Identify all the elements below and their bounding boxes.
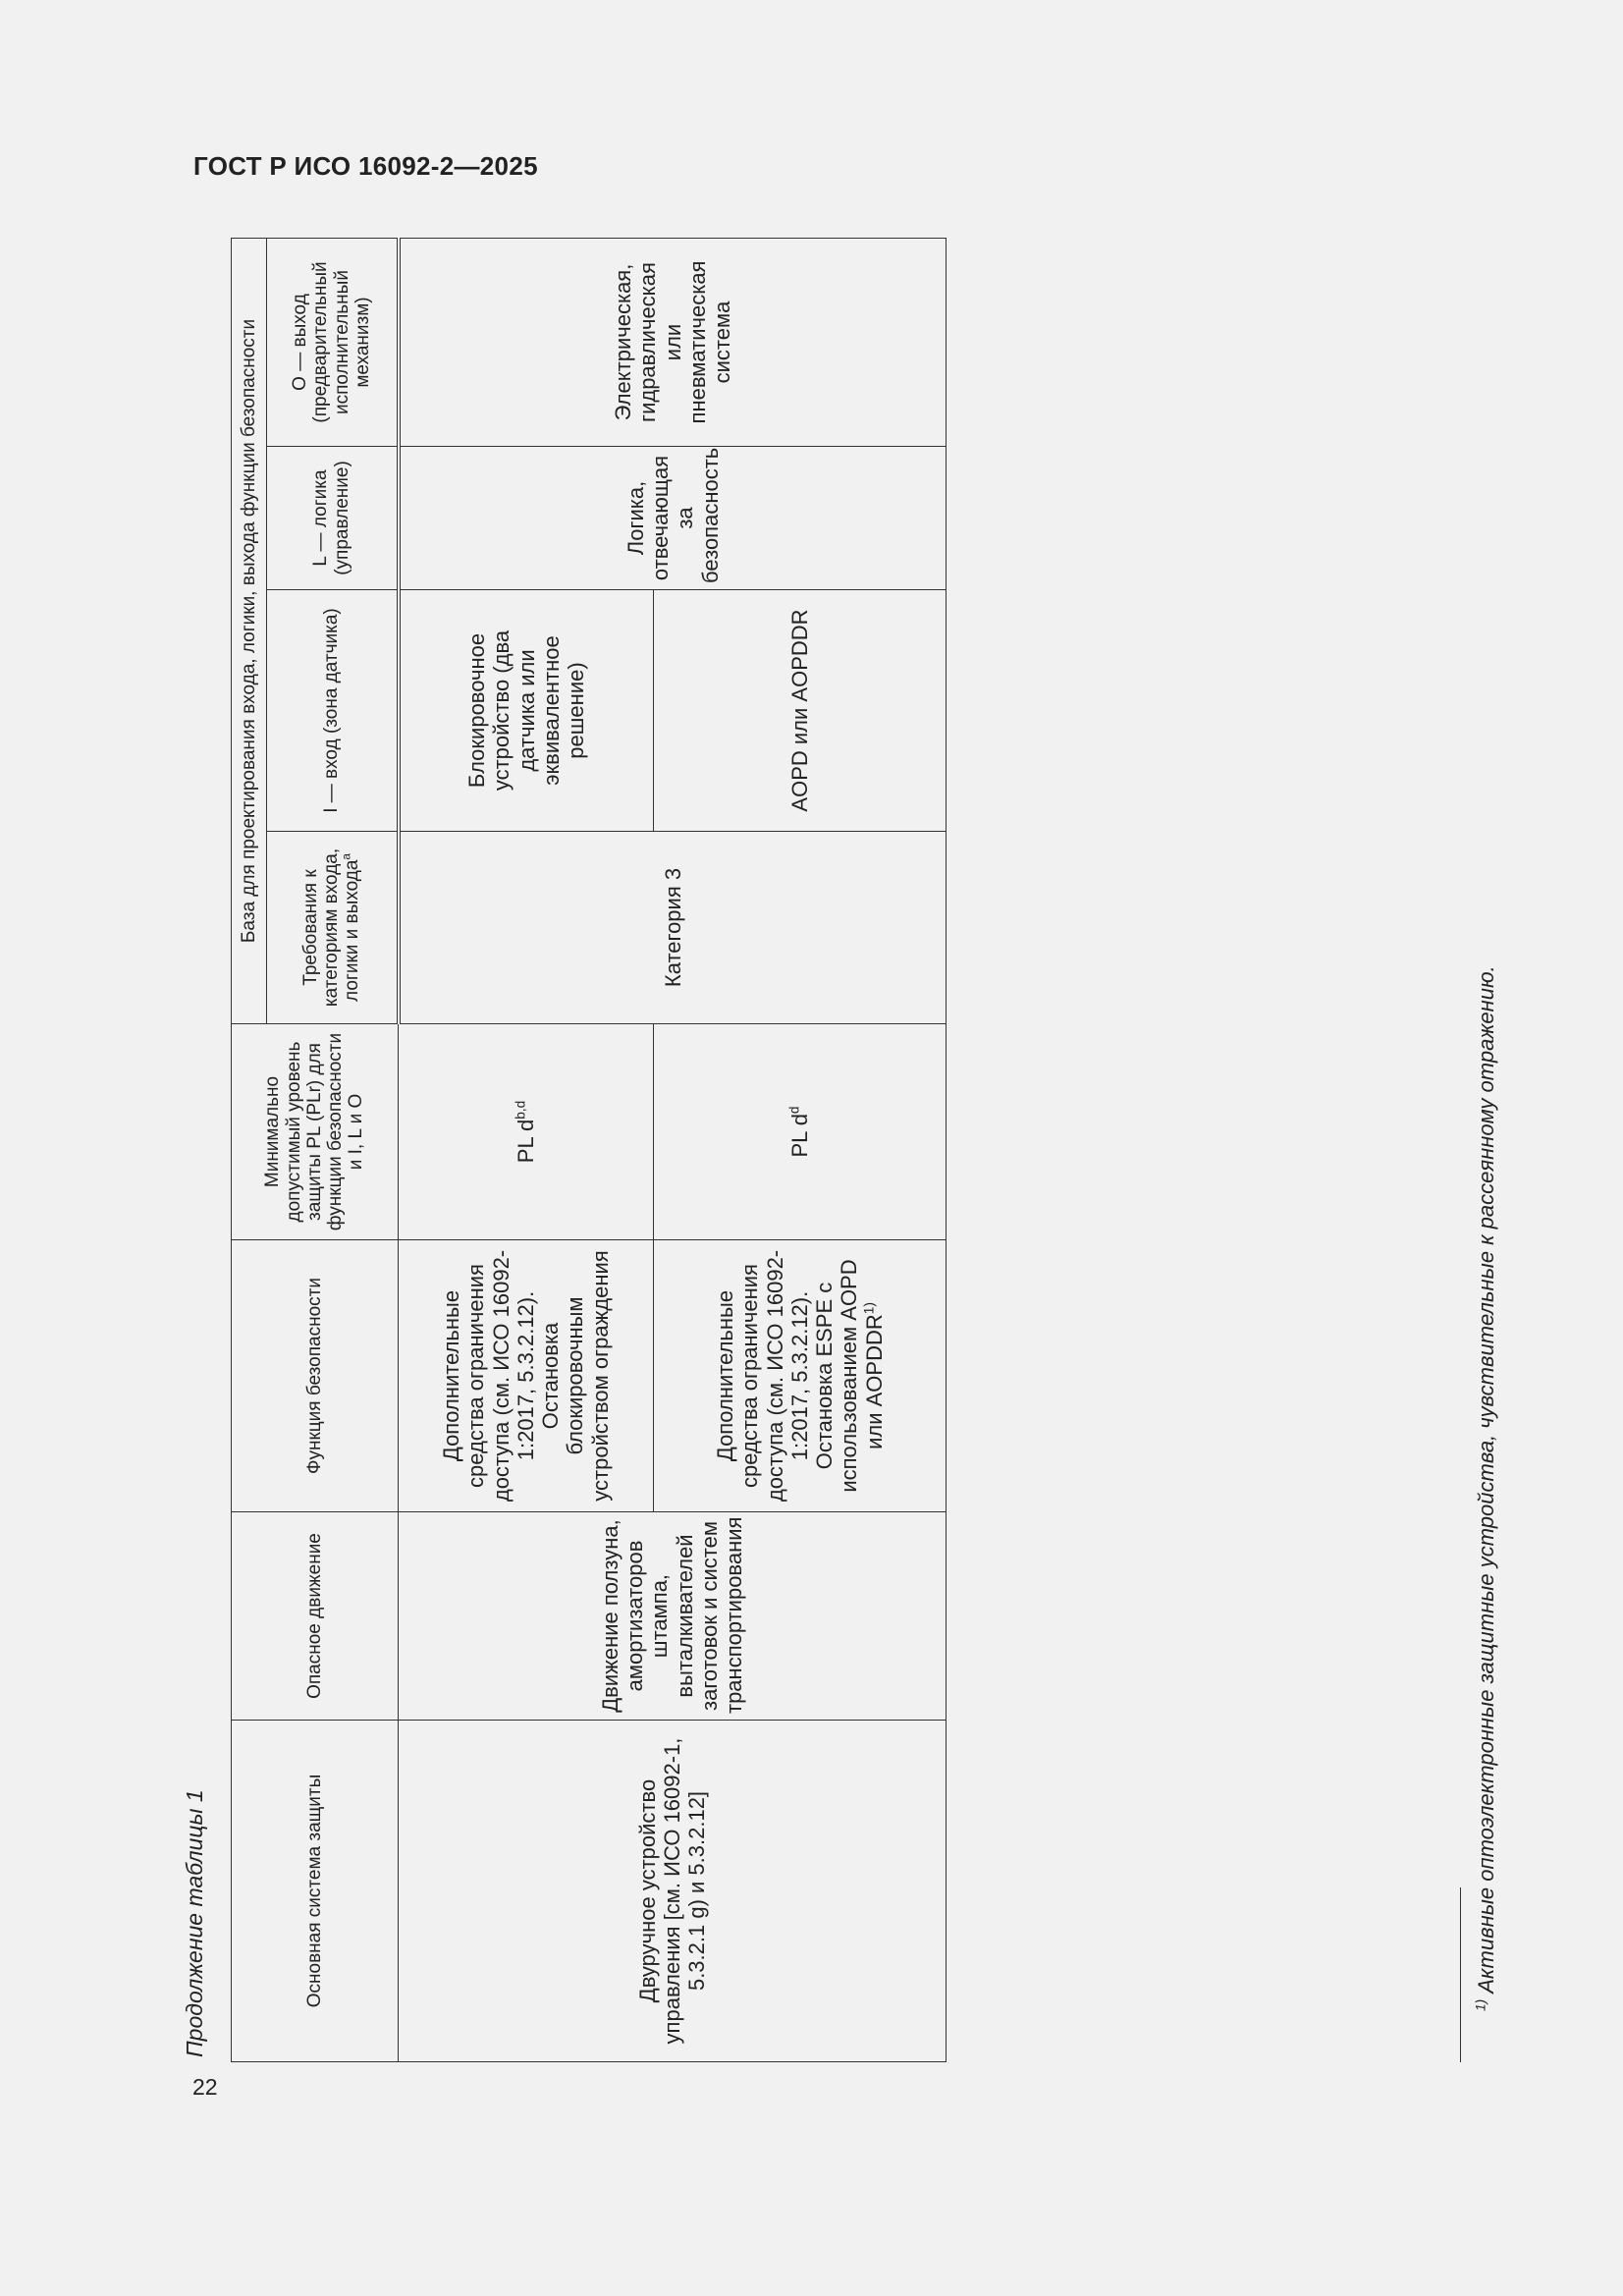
cell-input-row2: AOPD или AOPDDR <box>654 590 947 832</box>
header-min-pl: Минимально допустимый уровень защиты PL (PLr) для функции безопасности и I, L и O <box>232 1024 399 1240</box>
safety-table <box>231 238 947 2062</box>
header-main-system: Основная система защиты <box>232 1721 399 2062</box>
page-number: 22 <box>192 2074 218 2100</box>
header-output: O — выход (предварительный исполнительный механизм) <box>267 239 399 447</box>
header-input: I — вход (зона датчика) <box>267 590 399 832</box>
rotated-page-content <box>182 206 1556 2062</box>
footnote: $^{1)}$ Активные оптоэлектронные защитные устройства, чувствительные к рассеянному отражению. <box>1473 965 1498 2011</box>
footnote-divider <box>1460 1887 1461 2062</box>
cell-main-system: Двуручное устройство управления [см. ИСО 16092-1, 5.3.2.1 g) и 5.3.2.12] <box>399 1721 947 2062</box>
cell-logic: Логика, отвечающая за безопасность <box>399 447 947 590</box>
header-safety-function: Функция безопасности <box>232 1240 399 1512</box>
table-caption: Продолжение таблицы 1 <box>182 1789 207 2057</box>
header-hazardous-motion: Опасное движение <box>232 1512 399 1721</box>
cell-pl-row2: PL $d^d$ <box>654 1024 947 1240</box>
cell-function-row1: Дополнительные средства ограничения доступа (см. ИСО 16092-1:2017, 5.3.2.12). Остановка блокировочным устройством ограждения <box>399 1240 654 1512</box>
header-design-basis: База для проектирования входа, логики, выхода функции безопасности <box>232 239 267 1024</box>
cell-pl-row1: PL $d^{b,d}$ <box>399 1024 654 1240</box>
cell-input-row1: Блокировочное устройство (два датчика или эквивалентное решение) <box>399 590 654 832</box>
cell-output: Электрическая, гидравлическая или пневматическая система <box>399 239 947 447</box>
cell-category: Категория 3 <box>399 832 947 1024</box>
cell-hazardous-motion: Движение ползуна, амортизаторов штампа, выталкивателей заготовок и систем транспортирования <box>399 1512 947 1721</box>
header-category-requirements: Требования к категориям входа, логики и выхода$^a$ <box>267 832 399 1024</box>
header-logic: L — логика (управление) <box>267 447 399 590</box>
cell-function-row2: Дополнительные средства ограничения доступа (см. ИСО 16092-1:2017, 5.3.2.12). Остановка ESPE с использованием AOPD или AOPDDR$^{1)}$ <box>654 1240 947 1512</box>
document-header: ГОСТ Р ИСО 16092-2—2025 <box>193 151 538 181</box>
